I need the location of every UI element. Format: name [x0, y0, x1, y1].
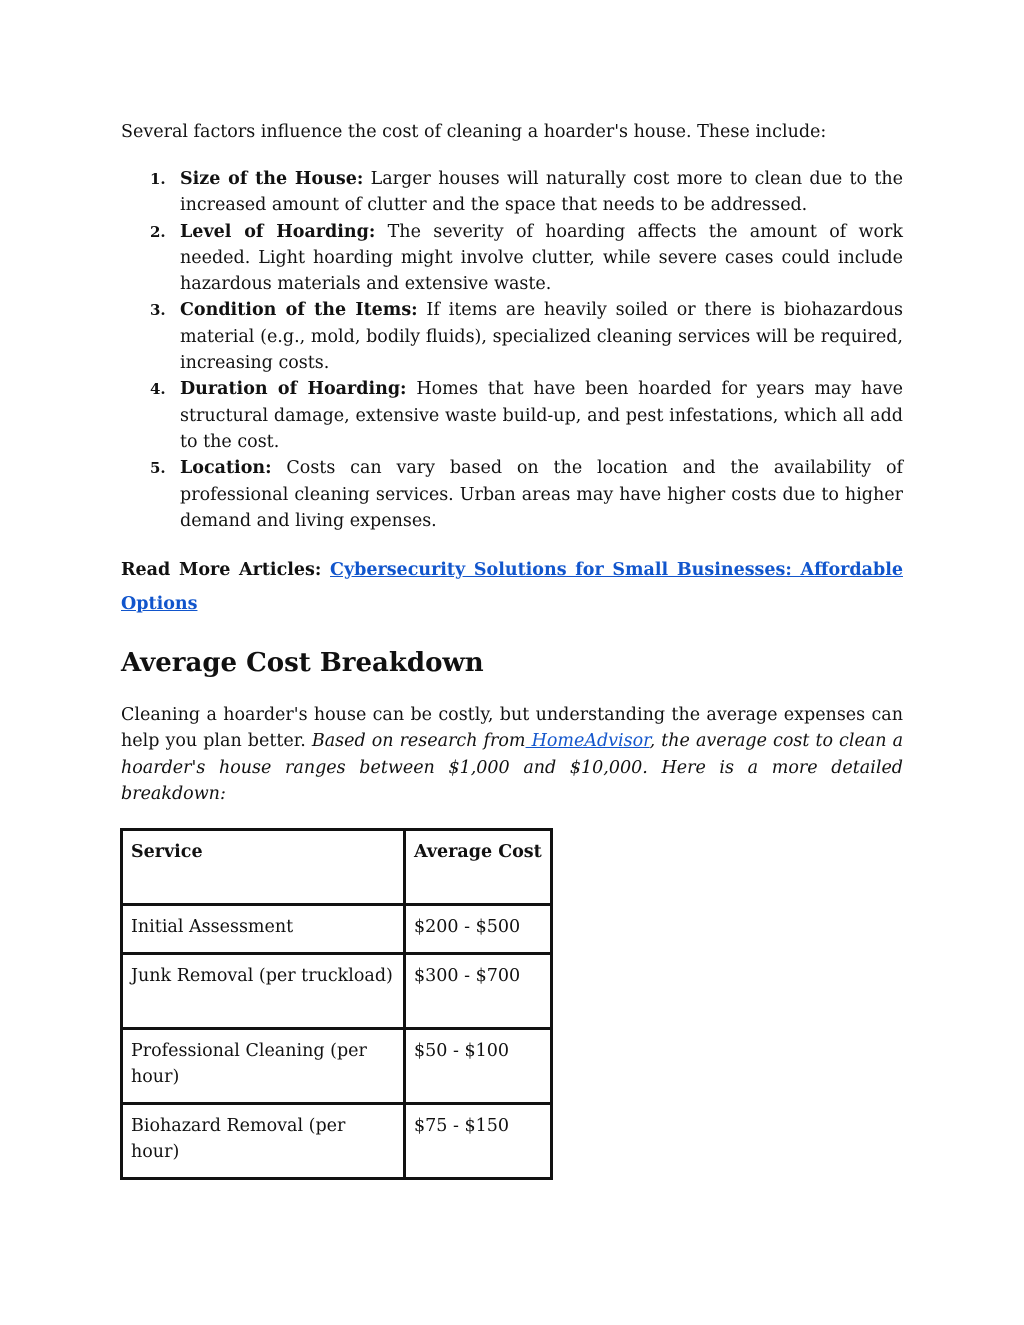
- read-more: [121, 553, 903, 621]
- list-number: 2.: [150, 222, 166, 241]
- list-number: 1.: [150, 170, 166, 188]
- table-row: [122, 1104, 552, 1179]
- cost-cell: $75 - $150: [405, 1104, 552, 1179]
- cost-paragraph: [121, 702, 903, 807]
- factor-text: If items are heavily soiled or there is biohazardous material (e.g., mold, bodily fluids), specialized cleaning services will be required, increasing costs.: [180, 300, 903, 374]
- list-number: 4.: [150, 380, 166, 399]
- list-item: [121, 219, 903, 298]
- table-row: [122, 905, 552, 954]
- paragraph-italic-end: , the average cost to clean a hoarder's house ranges between $1,000 and $10,000. Here is a more detailed breakdown:: [121, 731, 904, 804]
- factor-term: Size of the House:: [180, 169, 364, 189]
- factor-text: Larger houses will naturally cost more to clean due to the increased amount of clutter and the space that needs to be addressed.: [180, 169, 904, 216]
- service-cell: Initial Assessment: [122, 905, 405, 954]
- cost-table: [120, 828, 553, 1180]
- table-row: [122, 954, 552, 1029]
- service-cell: Biohazard Removal (per hour): [122, 1104, 405, 1179]
- paragraph-italic-start: Based on research from: [311, 731, 526, 752]
- cost-cell: $200 - $500: [405, 905, 552, 954]
- factor-text: Costs can vary based on the location and the availability of professional cleaning services. Urban areas may have higher costs due to higher demand and living expenses.: [180, 458, 903, 531]
- read-more-label: Read More Articles:: [121, 560, 331, 580]
- factor-term: Condition of the Items:: [180, 300, 418, 321]
- list-item: [121, 455, 903, 534]
- factor-term: Location:: [180, 458, 272, 479]
- service-cell: Junk Removal (per truckload): [122, 954, 405, 1029]
- list-item: [121, 166, 903, 219]
- section-heading: Average Cost Breakdown: [121, 648, 484, 678]
- factor-text: The severity of hoarding affects the amount of work needed. Light hoarding might involve clutter, while severe cases could include hazardous materials and extensive waste.: [180, 221, 903, 295]
- cost-cell: $300 - $700: [405, 954, 552, 1029]
- intro-paragraph: Several factors influence the cost of cleaning a hoarder's house. These include:: [121, 122, 827, 142]
- factor-term: Level of Hoarding:: [180, 221, 376, 242]
- read-more-link[interactable]: Cybersecurity Solutions for Small Businesses: Affordable Options: [121, 560, 903, 614]
- homeadvisor-link[interactable]: HomeAdvisor: [525, 731, 650, 752]
- service-cell: Professional Cleaning (per hour): [122, 1029, 405, 1104]
- column-header-service: Service: [122, 830, 405, 905]
- table-row: [122, 1029, 552, 1104]
- table-header-row: [122, 830, 552, 905]
- list-item: [121, 376, 903, 455]
- factor-text: Homes that have been hoarded for years may have structural damage, extensive waste build-up, and pest infestations, which all add to the cost.: [180, 379, 904, 452]
- list-item: [121, 297, 903, 376]
- list-number: 3.: [150, 301, 166, 320]
- factors-list: [121, 166, 903, 534]
- paragraph-text: Cleaning a hoarder's house can be costly, but understanding the average expenses can help you plan better.: [121, 705, 903, 752]
- list-number: 5.: [150, 459, 166, 478]
- column-header-cost: Average Cost: [405, 830, 552, 905]
- cost-cell: $50 - $100: [405, 1029, 552, 1104]
- factor-term: Duration of Hoarding:: [180, 379, 407, 400]
